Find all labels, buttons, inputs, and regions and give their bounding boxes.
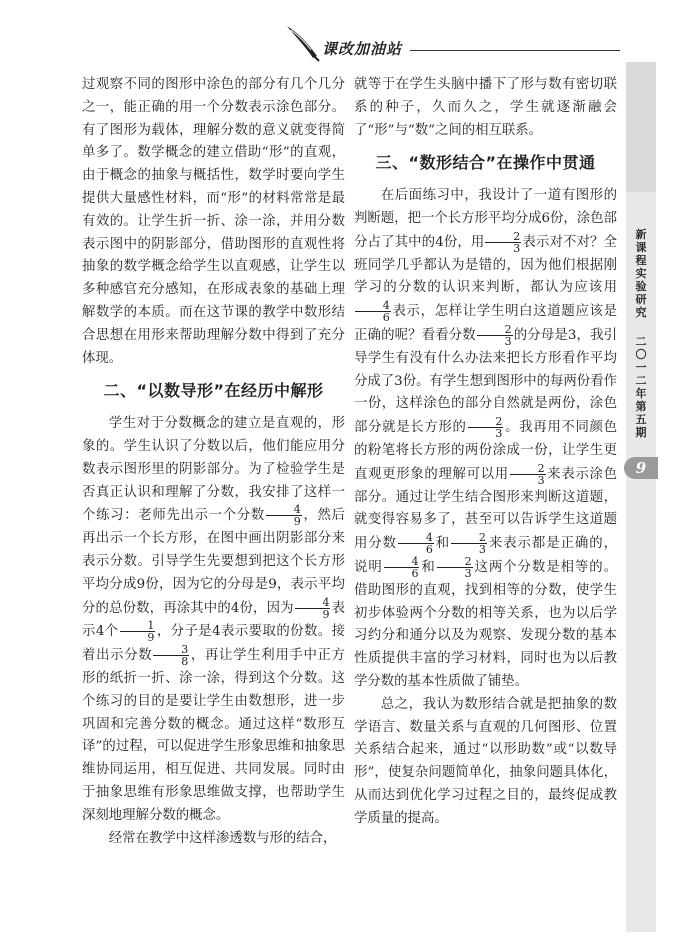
page-number: 9 [624, 457, 658, 479]
fraction-4-6: $\frac{4}{6}$ [398, 532, 434, 555]
paragraph: 在后面练习中，我设计了一道有图形的判断题，把一个长方形平均分成6份，涂色部分占了其中的4份，用 $\frac{2}{3}$ 表示对不对？全班同学几乎都认为是错的，因为他们根据刚学习的分数的认识来判断，都认为应该用 $\frac{4}{6}$ 表示，怎样让学生明白这道题应该是正确的呢？看看分数 $\frac{2}{3}$ 的分母是3，我引导学生有没有什么办法来把长方形看作平均分成了3份。有学生想到图形中的每两份看作一份，这样涂色的部分自然就是两份，涂色部分就是长方形的 $\frac{2}{3}$ 。我再用不同颜色的粉笔将长方形的两份涂成一份，让学生更直观更形象的理解可以用 $\frac{2}{3}$ 来表示涂色部分。通过让学生结合图形来判断这道题，就变得容易多了，甚至可以告诉学生这道题用分数 $\frac{4}{6}$ 和 $\frac{2}{3}$ 来表示都是正确的，说明 $\frac{4}{6}$ 和 $\frac{2}{3}$ 这两个分数是相等的。借助图形的直观，找到相等的分数，使学生初步体验两个分数的相等关系，也为以后学习约分和通分以及为观察、发现分数的基本性质提供丰富的学习材料，同时也为以后教学分数的基本性质做了铺垫。 [354, 188, 618, 689]
right-column [354, 74, 617, 831]
fraction-4-9: $\frac{4}{9}$ [266, 504, 302, 527]
sidebar-char: 新 [635, 228, 647, 241]
sidebar-char: 课 [635, 241, 647, 254]
fraction-1-9: $\frac{1}{9}$ [120, 620, 156, 643]
paragraph: 总之，我认为数形结合就是把抽象的数学语言、数量关系与直观的几何图形、位置关系结合起来，通过“以形助数”或“以数导形”，使复杂问题简单化，抽象问题具体化，从而达到优化学习过程之目的，最终促成教学质量的提高。 [354, 696, 617, 826]
fraction-2-3: $\frac{2}{3}$ [510, 463, 546, 486]
sidebar-char: 程 [635, 254, 647, 267]
section-heading: 二、“以数导形”在经历中解形 [103, 381, 324, 401]
sidebar-char: 一 [635, 361, 647, 374]
quill-pen-icon [283, 22, 323, 62]
sidebar-char: 究 [635, 306, 647, 319]
fraction-2-3: $\frac{2}{3}$ [468, 416, 504, 439]
column-title: 课改加油站 [322, 40, 403, 58]
fraction-2-3: $\frac{2}{3}$ [437, 556, 473, 579]
header-rule [410, 50, 620, 51]
fraction-4-9: $\frac{4}{9}$ [295, 597, 331, 620]
paragraph: 学生对于分数概念的建立是直观的，形象的。学生认识了分数以后，他们能应用分数表示图形里的阴影部分。为了检验学生是否真正认识和理解了分数，我安排了这样一个练习：老师先出示一个分数 $\frac{4}{9}$ ，然后再出示一个长方形，在图中画出阴影部分来表示分数。引导学生先要想到把这个长方形平均分成9份，因为它的分母是9，表示平均分的总份数，再涂其中的4份，因为 $\frac{4}{9}$ 表示4个 $\frac{1}{9}$ ，分子是4表示要取的份数。接着出示分数 $\frac{3}{8}$ ，再让学生利用手中正方形的纸折一折、涂一涂，得到这个分数。这个练习的目的是要让学生由数想形，进一步巩固和完善分数的概念。通过这样“数形互译”的过程，可以促进学生形象思维和抽象思维协同运用，相互促进、共同发展。同时由于抽象思维有形象思维做支撑，也帮助学生深刻地理解分数的概念。 [82, 416, 346, 823]
issue-label [628, 335, 654, 439]
sidebar-char: 五 [635, 413, 647, 426]
fraction-4-6: $\frac{4}{6}$ [384, 556, 420, 579]
fraction-3-8: $\frac{3}{8}$ [153, 644, 189, 667]
fraction-2-3: $\frac{2}{3}$ [477, 324, 513, 347]
section-heading: 三、“数形结合”在操作中贯通 [375, 153, 596, 173]
side-bar [626, 62, 656, 932]
paragraph: 就等于在学生头脑中播下了形与数有密切联系的种子，久而久之，学生就逐渐融会了“形”与“数”之间的相互联系。 [354, 77, 617, 138]
left-column [82, 74, 345, 850]
sidebar-char: 期 [635, 426, 647, 439]
journal-title [628, 228, 654, 319]
fraction-2-3: $\frac{2}{3}$ [485, 231, 521, 254]
sidebar-char: 二 [635, 335, 647, 348]
fraction-4-6: $\frac{4}{6}$ [355, 300, 391, 323]
sidebar-char: 〇 [635, 348, 647, 361]
side-bar-top [626, 62, 656, 192]
sidebar-char: 实 [635, 267, 647, 280]
sidebar-char: 验 [635, 280, 647, 293]
sidebar-char: 研 [635, 293, 647, 306]
paragraph: 过观察不同的图形中涂色的部分有几个几分之一，能正确的用一个分数表示涂色部分。有了图形为载体，理解分数的意义就变得简单多了。数学概念的建立借助“形”的直观，由于概念的抽象与概括性，数学时要向学生提供大量感性材料，而“形”的材料常常是最有效的。让学生折一折、涂一涂，并用分数表示图中的阴影部分，借助图形的直观性将抽象的数学概念给学生以直观感，让学生以多种感官充分感知，在形成表象的基础上理解数学的本质。而在这节课的教学中数形结合思想在用形来帮助理解分数中得到了充分体现。 [82, 77, 345, 366]
fraction-2-3: $\frac{2}{3}$ [451, 532, 487, 555]
paragraph: 经常在教学中这样渗透数与形的结合， [108, 830, 337, 846]
page-header [0, 0, 680, 70]
sidebar-char: 第 [635, 400, 647, 413]
sidebar-char: 二 [635, 374, 647, 387]
sidebar-char: 年 [635, 387, 647, 400]
